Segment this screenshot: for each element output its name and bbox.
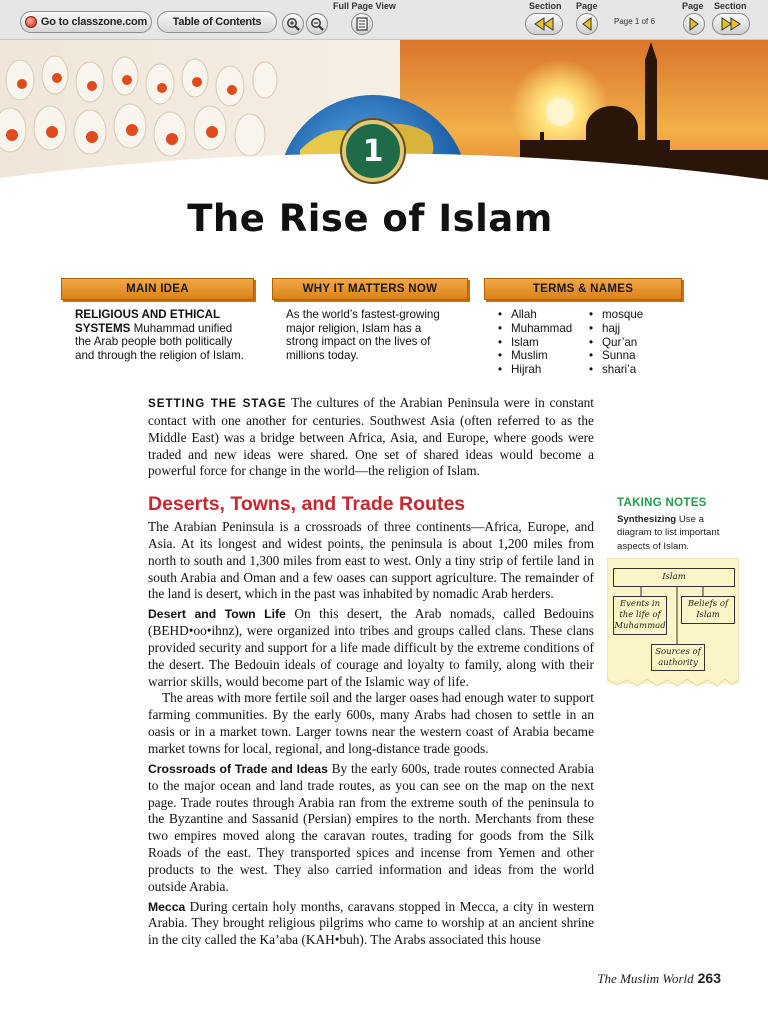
classzone-button[interactable] [20,11,152,33]
desert-town-life-label: Desert and Town Life [148,607,286,622]
areas-paragraph: The areas with more fertile soil and the larger oases had enough water to support farming communities. By the early 600s, many Arabs had chosen to settle in an oasis or in a market town. Larger towns near the western coast of Arabia became market towns for local, regional, and long-distance trade goods. [148,690,594,756]
taking-notes-body: Use a diagram to list important aspects of Islam. [617,514,720,552]
page-footer [597,970,721,987]
zoom-in-icon [286,17,300,31]
term-item: • Islam [498,336,572,350]
right-arrow-icon [688,17,700,31]
crossroads-label: Crossroads of Trade and Ideas [148,761,328,776]
diagram-box-left: Events in the life of Muhammad [613,596,667,635]
book-section-title: The Muslim World [597,971,694,986]
why-it-matters-header: WHY IT MATTERS NOW [272,278,468,300]
table-of-contents-button[interactable] [157,11,277,33]
toc-label: Table of Contents [172,16,262,28]
main-idea-body: Muhammad unified the Arab people both politically and through the religion of Islam. [75,321,244,362]
taking-notes-title: TAKING NOTES [617,497,707,509]
mecca-label: Mecca [148,899,186,914]
terms-list-1 [498,308,572,377]
prev-page-button[interactable] [576,13,598,35]
taking-notes-lead: Synthesizing [617,514,677,525]
classzone-label: Go to classzone.com [40,16,148,28]
page-view-icon [356,17,368,31]
chapter-number-badge [342,120,404,182]
full-page-view-button[interactable] [351,13,373,35]
page-indicator: Page 1 of 6 [614,17,655,26]
diagram-box-bottom: Sources of authority [651,644,705,671]
double-right-arrow-icon [720,17,742,31]
term-item: • mosque [589,308,643,322]
desert-paragraph [148,606,594,690]
desert-town-life-text: On this desert, the Arab nomads, called Bedouins (BEHD•oo•ihnz), were organized into tribes and groups called clans. These clans provided security and support for a life made difficult by the extreme conditions of the desert. The Bedouin ideals of courage and loyalty to family, along with their warrior skills, would become part of the Islamic way of life. [148,606,594,689]
main-idea-text [75,308,247,362]
prev-section-button[interactable] [525,13,563,35]
setting-the-stage-label: SETTING THE STAGE [148,397,287,410]
notes-diagram [607,558,739,684]
next-section-button[interactable] [712,13,750,35]
main-idea-lead: RELIGIOUS AND ETHICAL SYSTEMS [75,308,220,335]
zoom-out-button[interactable] [306,13,328,35]
term-item: • shari’a [589,363,643,377]
zoom-in-button[interactable] [282,13,304,35]
next-page-button[interactable] [683,13,705,35]
terms-list-2 [589,308,643,377]
section-heading: Deserts, Towns, and Trade Routes [148,493,466,515]
setting-the-stage-paragraph [148,395,594,480]
crossroads-paragraph [148,761,594,896]
term-item: • Sunna [589,349,643,363]
main-idea-header: MAIN IDEA [61,278,254,300]
next-page-label: Page [682,1,704,11]
diagram-box-top: Islam [613,568,735,587]
crossroads-text: By the early 600s, trade routes connected Arabia to the major ocean and land trade routes, as you can see on the map on the next page. Trade routes through Arabia ran from the extreme south of the peninsula to the Byzantine and Sassanid (Persian) empires to the north. Merchants from these two empires moved along the caravan routes, trading for goods from the Silk Roads of the east. They transported spices and incense from Yemen and other products to the west. They also carried information and ideas from the world outside Arabia. [148,760,594,894]
term-item: • hajj [589,322,643,336]
prev-page-label: Page [576,1,598,11]
taking-notes-text [617,513,737,553]
page-number: 263 [697,970,721,986]
term-item: • Muslim [498,349,572,363]
term-item: • Qur’an [589,336,643,350]
double-left-arrow-icon [533,17,555,31]
left-arrow-icon [581,17,593,31]
reader-toolbar [0,0,768,40]
globe-icon [25,16,37,28]
full-page-view-label: Full Page View [333,1,396,11]
mecca-paragraph [148,899,594,950]
terms-names-header: TERMS & NAMES [484,278,682,300]
why-it-matters-text: As the world’s fastest-growing major religion, Islam has a strong impact on the lives of millions today. [286,308,440,362]
term-item: • Allah [498,308,572,322]
chapter-number: 1 [362,133,384,169]
term-item: • Hijrah [498,363,572,377]
mecca-text: During certain holy months, caravans stopped in Mecca, a city in western Arabia. They brought religious pilgrims who came to worship at an ancient shrine in the city called the Ka’aba (KAH•buh). The Arabs associated this house [148,898,594,948]
term-item: • Muhammad [498,322,572,336]
intro-paragraph: The Arabian Peninsula is a crossroads of three continents—Africa, Europe, and Asia. At its longest and widest points, the peninsula is about 1,200 miles from north to south and 1,300 miles from east to west. Only a tiny strip of fertile land in south Arabia and Oman and a few oases can support agriculture. The remainder of the land is desert, which in the past was inhabited by nomadic Arab herders. [148,519,594,602]
diagram-box-right: Beliefs of Islam [681,596,735,624]
next-section-label: Section [714,1,747,11]
setting-the-stage-text: The cultures of the Arabian Peninsula were in constant contact with one another for centuries. Southwest Asia (often referred to as the Middle East) was a bridge between Africa, Asia, and Europe, where goods were traded and new ideas were shared. One set of shared ideas would become a powerful force for change in the world—the religion of Islam. [148,395,594,479]
section-body [148,519,594,949]
page-title: The Rise of Islam [187,197,553,240]
prev-section-label: Section [529,1,562,11]
zoom-out-icon [310,17,324,31]
